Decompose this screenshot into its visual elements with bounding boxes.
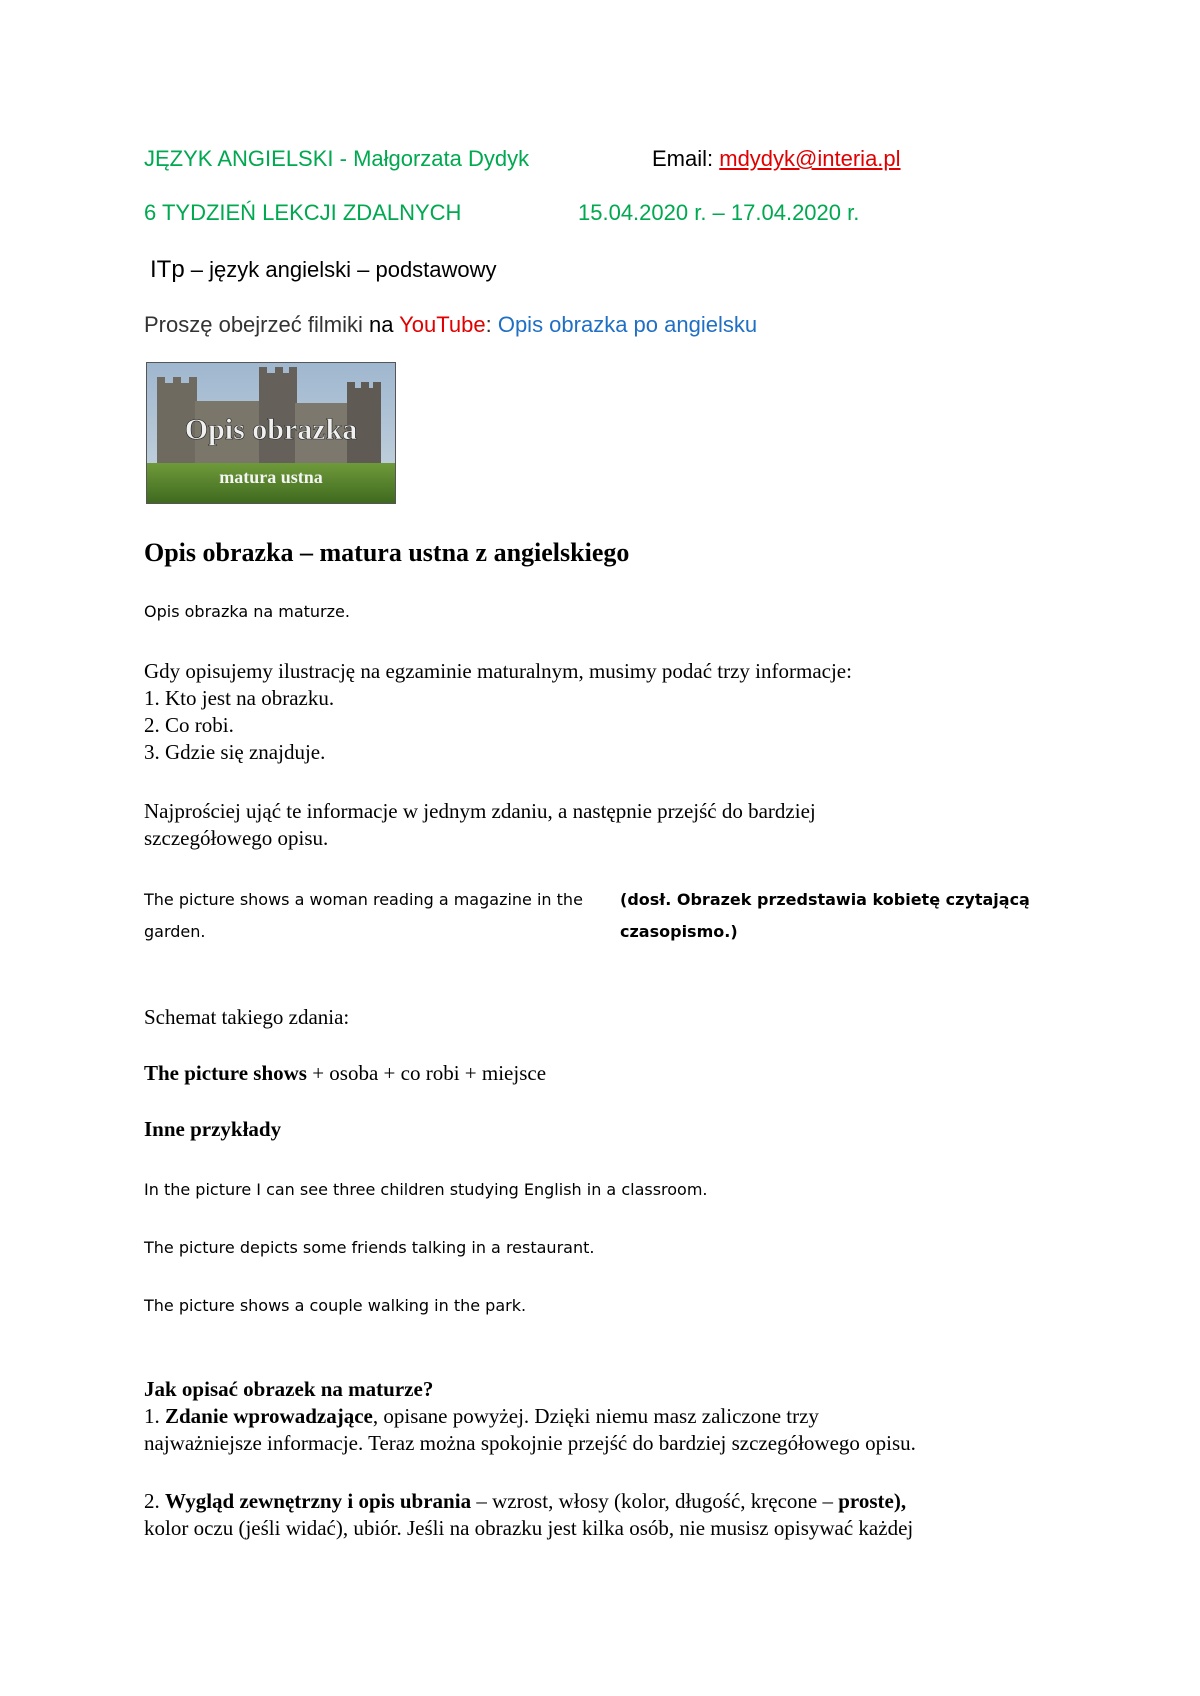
video-topic-link[interactable]: Opis obrazka po angielsku <box>497 312 758 337</box>
others-title: Inne przykłady <box>144 1117 282 1141</box>
how-title: Jak opisać obrazek na maturze? <box>144 1377 434 1401</box>
email-label: Email: <box>652 146 720 171</box>
step-2-bold-2: proste), <box>838 1489 907 1513</box>
schema-rest: + osoba + co robi + miejsce <box>306 1061 547 1085</box>
para-2-line-2: szczegółowego opisu. <box>144 826 329 850</box>
subject-teacher: JĘZYK ANGIELSKI - Małgorzata Dydyk <box>144 146 530 171</box>
intro-colon: : <box>485 312 498 337</box>
article-lead: Opis obrazka na maturze. <box>144 602 350 621</box>
list-item: 3. Gdzie się znajduje. <box>144 740 326 764</box>
para-2-line-1: Najprościej ująć te informacje w jednym zdaniu, a następnie przejść do bardziej <box>144 799 816 823</box>
article-title: Opis obrazka – matura ustna z angielskiego <box>144 538 630 567</box>
list-item: 1. Kto jest na obrazku. <box>144 686 335 710</box>
thumbnail-title: Opis obrazka <box>184 413 358 446</box>
step-2-rest: – wzrost, włosy (kolor, długość, kręcone – <box>471 1489 839 1513</box>
email-link[interactable]: mdydyk@interia.pl <box>719 146 901 171</box>
class-level: podstawowy <box>375 257 497 282</box>
header-line-1 <box>144 146 529 172</box>
example-polish: (dosł. Obrazek przedstawia kobietę czytającą czasopismo.) <box>620 890 1030 941</box>
class-subject: język angielski <box>209 257 351 282</box>
intro-line <box>144 312 757 338</box>
step-1-bold: Zdanie wprowadzające <box>165 1404 373 1428</box>
other-example: The picture depicts some friends talking in a restaurant. <box>144 1238 595 1257</box>
schema-bold: The picture shows <box>144 1061 307 1085</box>
step-2-bold: Wygląd zewnętrzny i opis ubrania <box>165 1489 472 1513</box>
step-2 <box>144 1488 906 1515</box>
thumbnail-subtitle: matura ustna <box>219 467 323 487</box>
schema-label: Schemat takiego zdania: <box>144 1005 350 1029</box>
other-example: In the picture I can see three children studying English in a classroom. <box>144 1180 708 1199</box>
step-number: 2. <box>144 1489 165 1513</box>
step-1-line-2: najważniejsze informacje. Teraz można spokojnie przejść do bardziej szczegółowego opisu. <box>144 1431 916 1455</box>
castle-image <box>147 363 395 503</box>
separator: – <box>351 257 376 282</box>
email-line <box>652 146 901 172</box>
schema-formula <box>144 1060 546 1087</box>
youtube-label[interactable]: YouTube <box>399 312 486 337</box>
class-code: ITp <box>150 256 185 283</box>
step-1-rest: , opisane powyżej. Dzięki niemu masz zaliczone trzy <box>372 1404 819 1428</box>
step-number: 1. <box>144 1404 165 1428</box>
week-label: 6 TYDZIEŃ LEKCJI ZDALNYCH <box>144 200 462 225</box>
video-thumbnail[interactable] <box>146 362 396 504</box>
intro-text: Proszę obejrzeć filmiki <box>144 312 369 337</box>
week-dates: 15.04.2020 r. – 17.04.2020 r. <box>578 200 860 225</box>
intro-na: na <box>368 312 400 337</box>
separator: – <box>184 257 210 282</box>
para-1: Gdy opisujemy ilustrację na egzaminie maturalnym, musimy podać trzy informacje: <box>144 659 852 683</box>
class-level-line <box>150 256 497 284</box>
example-english: The picture shows a woman reading a magazine in the garden. <box>144 890 583 941</box>
other-example: The picture shows a couple walking in the park. <box>144 1296 527 1315</box>
list-item: 2. Co robi. <box>144 713 234 737</box>
step-2-line-2: kolor oczu (jeśli widać), ubiór. Jeśli na obrazku jest kilka osób, nie musisz opisywać każdej <box>144 1516 914 1540</box>
step-1 <box>144 1403 819 1430</box>
